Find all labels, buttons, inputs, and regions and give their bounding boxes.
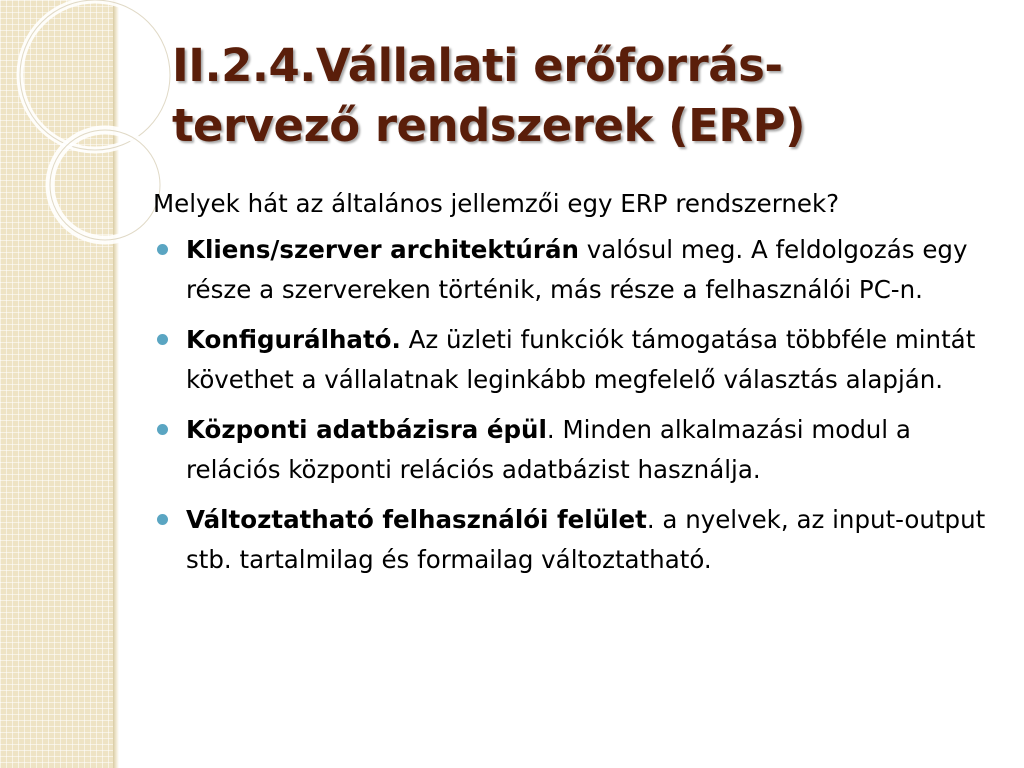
bullet-dot-icon [157,514,168,525]
bullet-term: Változtatható felhasználói felület [186,505,647,534]
bullet-term: Kliens/szerver architektúrán [186,235,579,264]
slide-title [172,36,992,156]
bullet-item [153,500,1003,580]
bullet-item [153,410,1003,490]
bullet-dot-icon [157,334,168,345]
bullet-term: Központi adatbázisra épül [186,415,547,444]
intro-text: Melyek hát az általános jellemzői egy ERP rendszernek? [153,189,840,218]
bullet-text: . a nyelvek, az input-output stb. tartalmilag és formailag változtatható. [186,505,986,574]
bullet-list [153,230,1003,580]
bullet-dot-icon [157,424,168,435]
title-line-2: tervező rendszerek (ERP) [172,99,806,152]
bullet-item [153,320,1003,400]
bullet-text: valósul meg. A feldolgozás egy része a szervereken történik, más része a felhasználói PC-n. [186,235,968,304]
title-line-1: II.2.4.Vállalati erőforrás- [172,39,783,92]
bullet-text: . Minden alkalmazási modul a relációs központi relációs adatbázist használja. [186,415,911,484]
bullet-dot-icon [157,244,168,255]
bullet-item [153,230,1003,310]
bullet-term: Konfigurálható. [186,325,401,354]
slide-content [153,184,1003,590]
bullet-text: Az üzleti funkciók támogatása többféle mintát követhet a vállalatnak leginkább megfelelő választás alapján. [186,325,976,394]
